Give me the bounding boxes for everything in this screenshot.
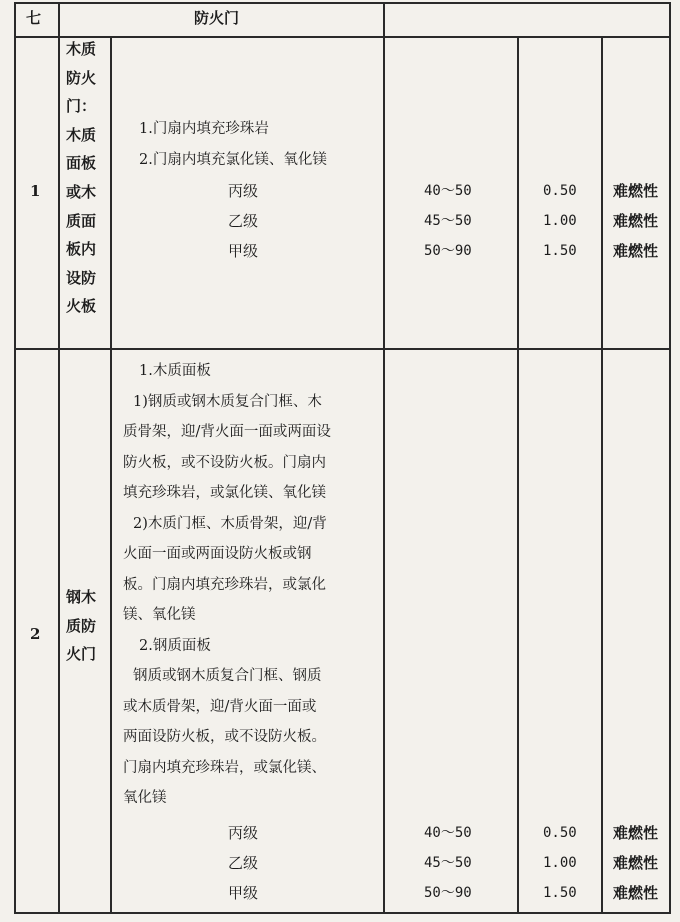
grade-level: 丙级: [228, 182, 259, 200]
row-number: 2: [30, 625, 41, 643]
table-border-bottom: [14, 912, 671, 914]
flammability-value: 难燃性: [613, 854, 659, 872]
col-divider-thickness: [517, 36, 519, 914]
table-border-top: [14, 2, 671, 4]
header-divider: [14, 36, 671, 38]
row-number: 1: [30, 182, 41, 200]
grade-level: 丙级: [228, 824, 259, 842]
col-divider-desc: [383, 2, 385, 914]
col-divider-name: [110, 36, 112, 914]
grade-level: 乙级: [228, 854, 259, 872]
flammability-value: 难燃性: [613, 824, 659, 842]
fire-rating-value: 1.00: [543, 855, 577, 871]
thickness-value: 45～50: [424, 213, 472, 229]
grade-level: 甲级: [228, 242, 259, 260]
thickness-value: 45～50: [424, 855, 472, 871]
door-type-name: 钢木 质防 火门: [66, 588, 97, 664]
section-title: 防火门: [194, 9, 240, 27]
thickness-value: 50～90: [424, 243, 472, 259]
flammability-value: 难燃性: [613, 212, 659, 230]
flammability-value: 难燃性: [613, 182, 659, 200]
row-divider: [14, 348, 671, 350]
table-border-right: [669, 2, 671, 914]
fire-rating-value: 0.50: [543, 183, 577, 199]
flammability-value: 难燃性: [613, 884, 659, 902]
col-divider-no: [58, 2, 60, 914]
construction-description: 1.木质面板 1)钢质或钢木质复合门框、木 质骨架，迎/背火面一面或两面设 防火板，或不设防火板。门扇内 填充珍珠岩，或氯化镁、氧化镁 2)木质门框、木质骨架，迎/背 火面一面或两面设防火板或钢 板。门扇内填充珍珠岩，或氯化 镁、氧化镁 2.钢质面板 钢质或钢木质复合门框、钢质 或木质骨架，迎/背火面一面或 两面设防火板，或不设防火板。 门扇内填充珍珠岩，或氯化镁、 氧化镁: [123, 363, 331, 806]
thickness-value: 50～90: [424, 885, 472, 901]
fire-rating-value: 1.50: [543, 243, 577, 259]
flammability-value: 难燃性: [613, 242, 659, 260]
section-number: 七: [26, 9, 42, 27]
thickness-value: 40～50: [424, 825, 472, 841]
door-type-name: 木质 防火 门： 木质 面板 或木 质面 板内 设防 火板: [66, 40, 97, 316]
construction-description: 1.门扇内填充珍珠岩 2.门扇内填充氯化镁、氧化镁: [139, 121, 327, 168]
thickness-value: 40～50: [424, 183, 472, 199]
fire-rating-value: 0.50: [543, 825, 577, 841]
table-border-left: [14, 2, 16, 914]
fire-rating-value: 1.00: [543, 213, 577, 229]
grade-level: 乙级: [228, 212, 259, 230]
grade-level: 甲级: [228, 884, 259, 902]
col-divider-rating: [601, 36, 603, 914]
fire-rating-value: 1.50: [543, 885, 577, 901]
